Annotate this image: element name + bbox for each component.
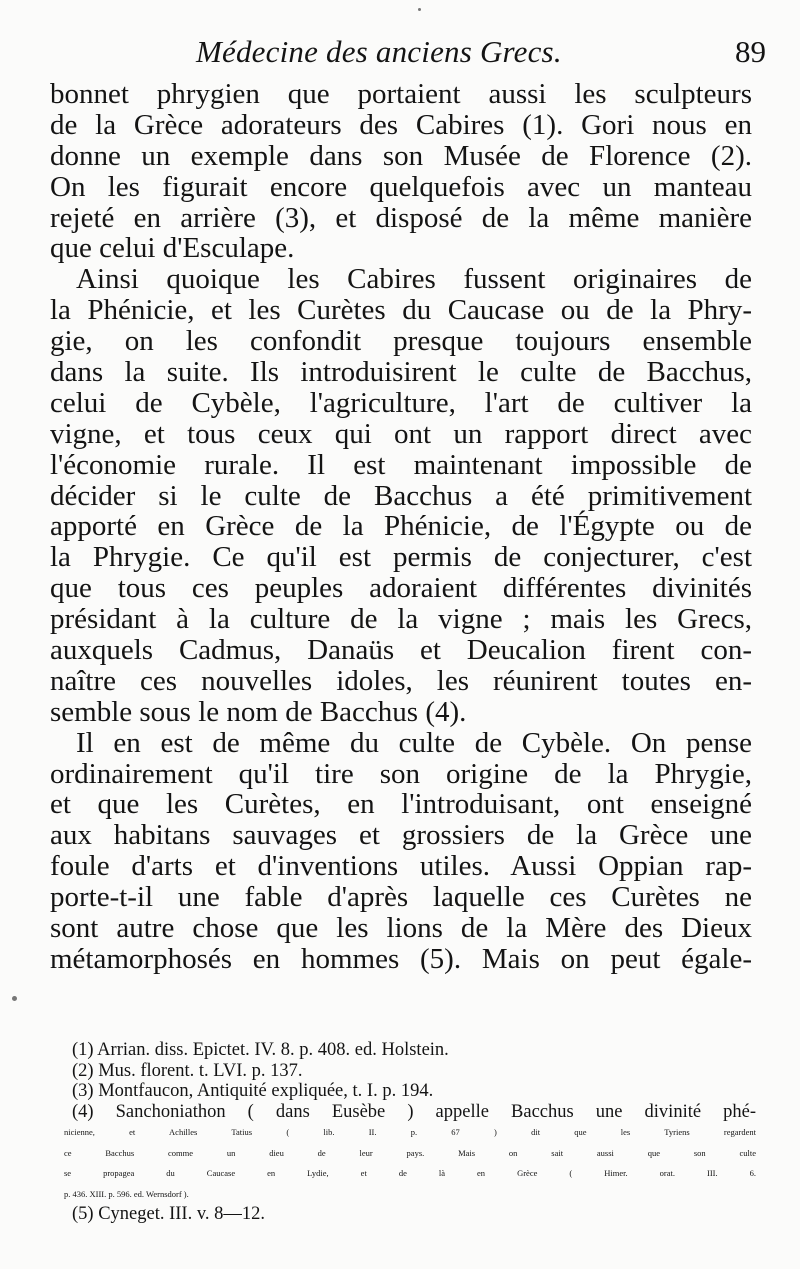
text-line: porte-t-il une fable d'après laquelle ces Curètes ne	[50, 881, 752, 914]
footnote-5: (5) Cyneget. III. v. 8—12.	[72, 1204, 266, 1224]
footnote-4-continuation: ce Bacchus comme un dieu de leur pays. Mais on sait aussi que son culte	[64, 1147, 756, 1158]
text-line: que tous ces peuples adoraient différentes divinités	[50, 572, 752, 605]
text-line: apporté en Grèce de la Phénicie, de l'Égypte ou de	[50, 510, 752, 543]
text-line: l'économie rurale. Il est maintenant impossible de	[50, 448, 752, 481]
footnotes	[64, 1040, 756, 1225]
text-line: auxquels Cadmus, Danaüs et Deucalion firent con-	[50, 634, 752, 667]
text-line: bonnet phrygien que portaient aussi les sculpteurs	[50, 78, 752, 110]
running-head	[48, 34, 770, 78]
text-line: de la Grèce adorateurs des Cabires (1). Gori nous en	[50, 108, 752, 141]
paragraph-start-line: Ainsi quoique les Cabires fussent originaires de	[76, 263, 752, 296]
footnote-3: (3) Montfaucon, Antiquité expliquée, t. I. p. 194.	[72, 1081, 434, 1101]
text-line: rejeté en arrière (3), et disposé de la même manière	[50, 201, 752, 234]
running-title: Médecine des anciens Grecs.	[196, 34, 562, 69]
text-line: la Phénicie, et les Curètes du Caucase ou de la Phry-	[50, 294, 752, 327]
footnote-4-continuation: nicienne, et Achilles Tatius ( lib. II. p. 67 ) dit que les Tyriens regardent	[64, 1127, 756, 1137]
text-line: la Phrygie. Ce qu'il est permis de conjecturer, c'est	[50, 541, 752, 574]
footnote-4: (4) Sanchoniathon ( dans Eusèbe ) appelle Bacchus une divinité phé-	[72, 1101, 756, 1122]
body-text	[50, 79, 752, 975]
text-line: ordinairement qu'il tire son origine de la Phrygie,	[50, 757, 752, 790]
text-line: dans la suite. Ils introduisirent le culte de Bacchus,	[50, 356, 752, 389]
text-line: On les figurait encore quelquefois avec un manteau	[50, 170, 752, 203]
paragraph-start-line: Il en est de même du culte de Cybèle. On pense	[76, 726, 752, 759]
text-line: sont autre chose que les lions de la Mère des Dieux	[50, 912, 752, 945]
text-line: décider si le culte de Bacchus a été primitivement	[50, 479, 752, 512]
text-line: semble sous le nom de Bacchus (4).	[50, 695, 467, 728]
text-line: présidant à la culture de la vigne ; mais les Grecs,	[50, 603, 752, 636]
text-line: et que les Curètes, en l'introduisant, ont enseigné	[50, 788, 752, 821]
footnote-4-continuation: se propagea du Caucase en Lydie, et de là en Grèce ( Himer. orat. III. 6.	[64, 1168, 756, 1178]
ink-speck	[418, 8, 421, 11]
text-line: métamorphosés en hommes (5). Mais on peut égale-	[50, 942, 752, 975]
footnote-4-continuation: p. 436. XIII. p. 596. ed. Wernsdorf ).	[64, 1188, 189, 1199]
text-line: naître ces nouvelles idoles, les réunirent toutes en-	[50, 664, 752, 697]
text-line: celui de Cybèle, l'agriculture, l'art de cultiver la	[50, 386, 752, 419]
text-line: gie, on les confondit presque toujours ensemble	[50, 325, 752, 358]
footnote-2: (2) Mus. florent. t. LVI. p. 137.	[72, 1060, 303, 1081]
text-line: donne un exemple dans son Musée de Florence (2).	[50, 139, 752, 172]
text-line: aux habitans sauvages et grossiers de la Grèce une	[50, 819, 752, 852]
footnote-1: (1) Arrian. diss. Epictet. IV. 8. p. 408. ed. Holstein.	[72, 1040, 449, 1060]
text-line: foule d'arts et d'inventions utiles. Aussi Oppian rap-	[50, 850, 752, 883]
ink-speck	[12, 996, 17, 1001]
text-line: que celui d'Esculape.	[50, 232, 295, 265]
text-line: vigne, et tous ceux qui ont un rapport direct avec	[50, 417, 752, 450]
page-number: 89	[735, 34, 766, 69]
